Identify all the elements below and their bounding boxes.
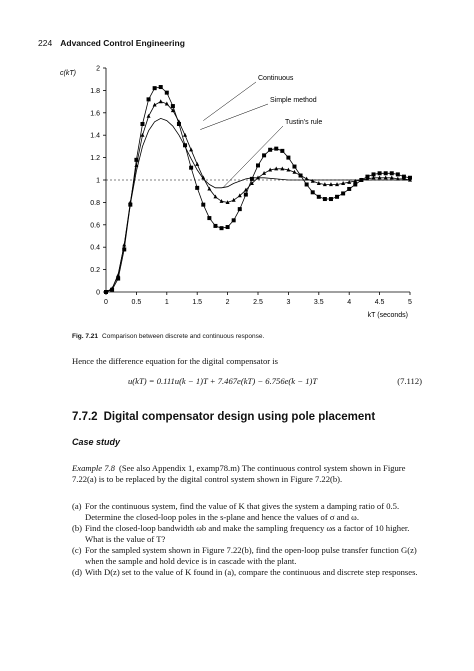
difference-equation: u(kT) = 0.111u(k − 1)T + 7.467e(kT) − 6.756e(k − 1)T xyxy=(128,376,318,386)
item-label: (c) xyxy=(72,545,82,555)
simple-method-series-line xyxy=(106,102,410,292)
tustin-point xyxy=(256,163,260,167)
figure-caption-text: Comparison between discrete and continuous response. xyxy=(102,333,265,340)
tustin-point xyxy=(153,86,157,90)
section-heading xyxy=(72,411,381,423)
item-text: Find the closed-loop bandwidth ωb and make the sampling frequency ωs a factor of 10 higher. What is the value of T? xyxy=(85,523,410,544)
item-label: (b) xyxy=(72,523,83,533)
y-tick-label: 1.2 xyxy=(90,155,100,163)
figure-label: Fig. 7.21 xyxy=(72,333,99,340)
simple-method-point xyxy=(189,147,193,151)
chart-ticks xyxy=(90,66,412,307)
tustin-point xyxy=(390,171,394,175)
simple-method-point xyxy=(195,162,199,166)
y-tick-label: 0 xyxy=(96,289,100,297)
x-tick-label: 2 xyxy=(225,299,230,306)
y-tick-label: 0.4 xyxy=(90,244,100,252)
tustin-point xyxy=(238,207,242,211)
equation-number: (7.112) xyxy=(397,376,422,386)
x-tick-label: 5 xyxy=(408,299,412,306)
simple-method-point xyxy=(183,133,187,137)
tustin-point xyxy=(195,186,199,190)
tustin-point xyxy=(104,290,108,294)
annotation-continuous: Continuous xyxy=(258,75,294,82)
tustin-point xyxy=(280,149,284,153)
y-tick-label: 0.2 xyxy=(90,267,100,275)
x-tick-label: 0.5 xyxy=(131,299,142,306)
x-tick-label: 4 xyxy=(347,299,352,306)
tustin-point xyxy=(147,97,151,101)
figure-caption xyxy=(72,333,264,340)
item-text: With D(z) set to the value of K found in (a), compare the continuous and discrete step responses. xyxy=(85,567,418,577)
tustin-point xyxy=(171,104,175,108)
tustin-point xyxy=(347,187,351,191)
tustin-point xyxy=(323,197,327,201)
y-tick-label: 1 xyxy=(96,177,100,185)
tustin-point xyxy=(244,193,248,197)
list-item xyxy=(72,523,424,545)
item-text: For the sampled system shown in Figure 7.22(b), find the open-loop pulse transfer function G(z) when the sample and hold device is in cascade with the plant. xyxy=(85,545,417,566)
tustin-point xyxy=(353,182,357,186)
tustin-point xyxy=(189,166,193,170)
tustin-point xyxy=(378,171,382,175)
x-tick-label: 1.5 xyxy=(192,299,203,306)
tustin-point xyxy=(207,216,211,220)
simple-method-point xyxy=(220,199,224,203)
tustin-point xyxy=(335,195,339,199)
x-tick-label: 3.5 xyxy=(313,299,324,306)
list-item xyxy=(72,501,424,523)
response-chart xyxy=(30,58,430,330)
tustin-point xyxy=(159,85,163,89)
running-header xyxy=(38,38,185,48)
tustin-point xyxy=(274,147,278,151)
tustin-point xyxy=(140,122,144,126)
example-label: Example 7.8 xyxy=(72,463,115,473)
annotation-simple-method-leader xyxy=(200,104,268,130)
tustin-point xyxy=(134,158,138,162)
tustin-point xyxy=(402,175,406,179)
tustin-point xyxy=(268,148,272,152)
tustin-point xyxy=(286,156,290,160)
y-tick-label: 1.6 xyxy=(90,110,100,118)
section-title: Digital compensator design using pole placement xyxy=(103,411,376,423)
tustin-s-rule-series-line xyxy=(106,87,410,292)
section-number: 7.7.2 xyxy=(72,411,98,423)
intro-paragraph: Hence the difference equation for the digital compensator is xyxy=(72,356,279,366)
question-list xyxy=(72,501,424,578)
example-body: (See also Appendix 1, examp78.m) The continuous control system shown in Figure 7.22(a) is to be replaced by the digital control system shown in Figure 7.22(b). xyxy=(72,463,406,484)
continuous-series-line xyxy=(106,118,410,292)
tustin-point xyxy=(128,203,132,207)
item-label: (a) xyxy=(72,501,82,511)
tustin-point xyxy=(220,226,224,230)
case-study-heading: Case study xyxy=(72,437,121,447)
tustin-point xyxy=(311,190,315,194)
list-item xyxy=(72,545,424,567)
tustin-point xyxy=(110,288,114,292)
tustin-point xyxy=(408,176,412,180)
x-tick-label: 1 xyxy=(164,299,169,306)
tustin-point xyxy=(177,122,181,126)
tustin-point xyxy=(305,182,309,186)
x-axis-label: kT (seconds) xyxy=(367,312,408,319)
page-number: 224 xyxy=(38,38,53,48)
tustin-point xyxy=(213,224,217,228)
tustin-point xyxy=(183,143,187,147)
list-item xyxy=(72,567,424,578)
x-tick-label: 3 xyxy=(286,299,291,306)
item-text: For the continuous system, find the value of K that gives the system a damping ratio of 0.5. Determine the closed-loop poles in the s-plane and hence the values of σ and ω. xyxy=(85,501,400,522)
tustin-point xyxy=(262,153,266,157)
x-tick-label: 4.5 xyxy=(374,299,385,306)
item-label: (d) xyxy=(72,567,83,577)
tustin-point xyxy=(226,225,230,229)
tustin-point xyxy=(372,172,376,176)
y-tick-label: 0.8 xyxy=(90,199,100,207)
simple-method-point xyxy=(232,198,236,202)
annotation-simple-method: Simple method xyxy=(270,97,317,104)
y-tick-label: 1.8 xyxy=(90,87,100,95)
tustin-point xyxy=(201,203,205,207)
simple-method-point xyxy=(159,99,163,103)
chart-plot-area xyxy=(104,85,412,294)
annotation-tustins-rule: Tustin's rule xyxy=(285,119,323,126)
annotation-continuous-leader xyxy=(203,82,256,121)
tustin-point xyxy=(384,171,388,175)
tustin-point xyxy=(359,178,363,182)
x-tick-label: 0 xyxy=(104,299,108,306)
tustin-point xyxy=(165,91,169,95)
running-title: Advanced Control Engineering xyxy=(60,38,185,48)
tustin-point xyxy=(365,175,369,179)
tustin-point xyxy=(116,277,120,281)
y-axis-label: c(kT) xyxy=(60,70,76,77)
y-tick-label: 1.4 xyxy=(90,132,100,140)
tustin-point xyxy=(292,165,296,169)
chart-annotations xyxy=(200,75,322,188)
simple-method-point xyxy=(207,187,211,191)
tustin-point xyxy=(317,195,321,199)
tustin-point xyxy=(396,172,400,176)
tustin-point xyxy=(232,218,236,222)
y-tick-label: 0.6 xyxy=(90,222,100,230)
x-tick-label: 2.5 xyxy=(253,299,263,306)
tustin-point xyxy=(299,174,303,178)
y-tick-label: 2 xyxy=(96,65,100,73)
tustin-point xyxy=(122,247,126,251)
tustin-point xyxy=(329,197,333,201)
simple-method-point xyxy=(122,243,126,247)
example-paragraph xyxy=(72,463,424,485)
tustin-point xyxy=(341,191,345,195)
tustin-point xyxy=(250,177,254,181)
